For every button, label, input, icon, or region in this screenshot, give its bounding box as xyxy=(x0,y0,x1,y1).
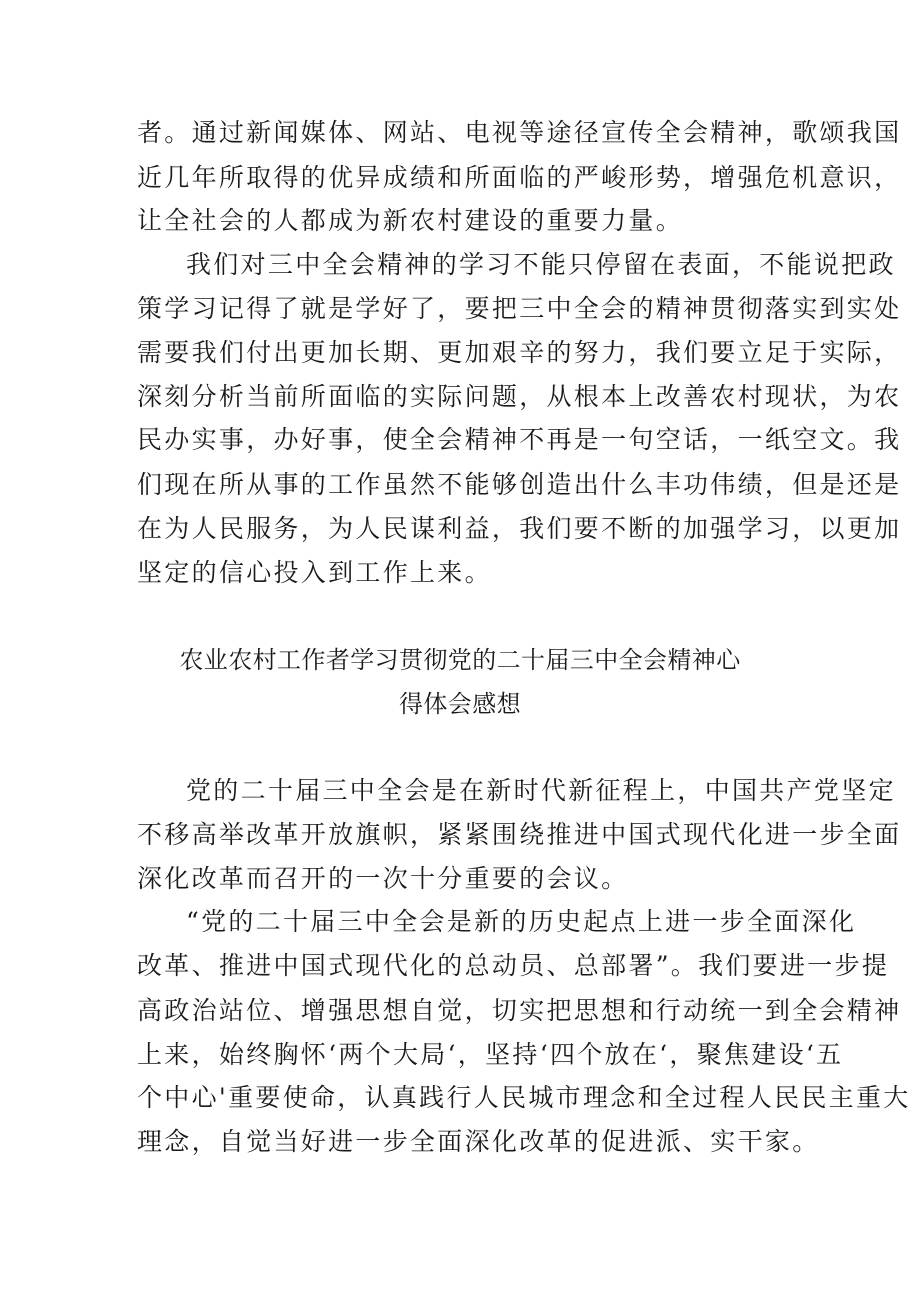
paragraph-line: 在为人民服务，为人民谋利益，我们要不断的加强学习，以更加 xyxy=(137,514,902,543)
paragraph-line: 民办实事，办好事，使全会精神不再是一句空话，一纸空文。我 xyxy=(137,425,902,454)
paragraph-line: 改革、推进中国式现代化的总动员、总部署”。我们要进一步提 xyxy=(137,951,890,980)
paragraph-line: “党的二十届三中全会是新的历史起点上进一步全面深化 xyxy=(186,907,857,936)
paragraph-line: 个中心'重要使命，认真践行人民城市理念和全过程人民民主重大 xyxy=(137,1083,911,1112)
paragraph-line: 高政治站位、增强思想自觉，切实把思想和行动统一到全会精神 xyxy=(137,996,902,1025)
article-title-line-1: 农业农村工作者学习贯彻党的二十届三中全会精神心 xyxy=(179,646,741,674)
paragraph-line: 上来，始终胸怀‘两个大局‘，坚持‘四个放在‘，聚焦建设‘五 xyxy=(137,1040,844,1069)
article-title-line-2: 得体会感想 xyxy=(399,690,521,718)
paragraph-line: 需要我们付出更加长期、更加艰辛的努力，我们要立足于实际， xyxy=(137,338,902,367)
paragraph-line: 者。通过新闻媒体、网站、电视等途径宣传全会精神，歌颂我国 xyxy=(137,118,902,147)
paragraph-line: 让全社会的人都成为新农村建设的重要力量。 xyxy=(137,206,684,235)
paragraph-line: 理念，自觉当好进一步全面深化改革的促进派、实干家。 xyxy=(137,1127,820,1156)
paragraph-line: 不移高举改革开放旗帜，紧紧围绕推进中国式现代化进一步全面 xyxy=(137,820,902,849)
paragraph-line: 近几年所取得的优异成绩和所面临的严峻形势，增强危机意识， xyxy=(137,163,902,192)
paragraph-line: 坚定的信心投入到工作上来。 xyxy=(137,558,492,587)
paragraph-line: 深化改革而召开的一次十分重要的会议。 xyxy=(137,864,629,893)
paragraph-line: 们现在所从事的工作虽然不能够创造出什么丰功伟绩，但是还是 xyxy=(137,470,902,499)
paragraph-line: 我们对三中全会精神的学习不能只停留在表面，不能说把政 xyxy=(186,250,896,279)
paragraph-line: 党的二十届三中全会是在新时代新征程上，中国共产党坚定 xyxy=(186,776,896,805)
paragraph-line: 策学习记得了就是学好了，要把三中全会的精神贯彻落实到实处 xyxy=(137,294,902,323)
paragraph-line: 深刻分析当前所面临的实际问题，从根本上改善农村现状，为农 xyxy=(137,382,902,411)
